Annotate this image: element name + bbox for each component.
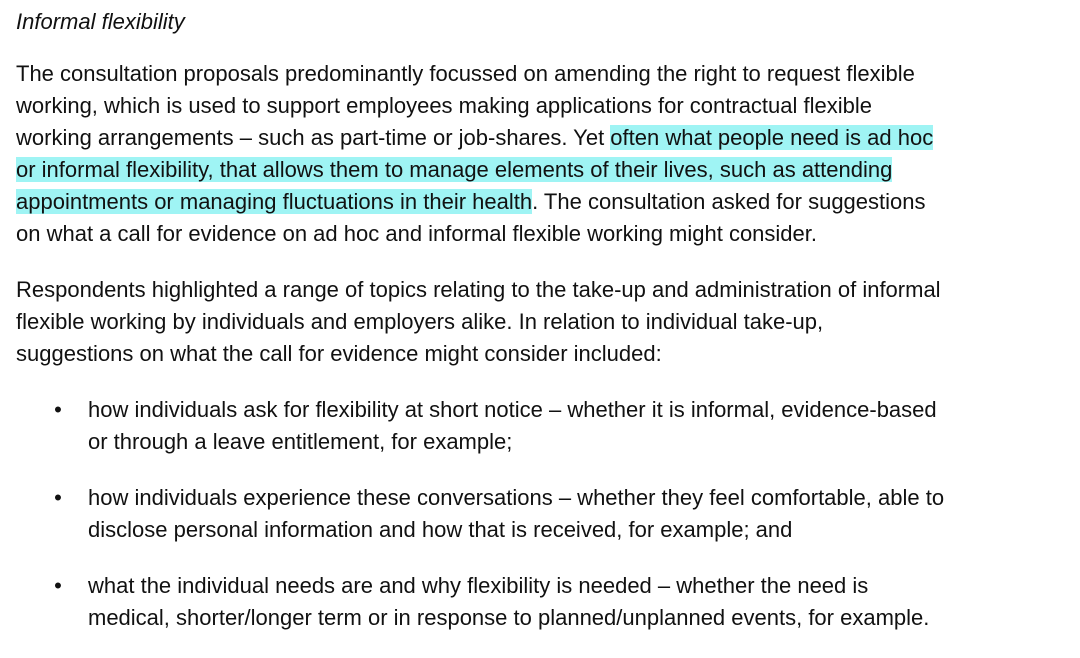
list-item-line: what the individual needs are and why flexibility is needed – whether the need is	[88, 573, 869, 598]
bullet-list	[16, 394, 1066, 634]
paragraph-consultation	[16, 58, 1066, 250]
text-run: . The consultation asked for suggestions	[532, 189, 926, 214]
section-heading: Informal flexibility	[16, 9, 185, 34]
paragraph-line: on what a call for evidence on ad hoc and informal flexible working might consider.	[16, 221, 818, 246]
bullet-dot-icon: •	[54, 573, 62, 598]
paragraph-line: The consultation proposals predominantly focussed on amending the right to request flexible	[16, 61, 915, 86]
paragraph-line: Respondents highlighted a range of topics relating to the take-up and administration of informal	[16, 277, 941, 302]
list-item-line: or through a leave entitlement, for example;	[88, 429, 513, 454]
bullet-dot-icon: •	[54, 485, 62, 510]
text-run: working arrangements – such as part-time or job-shares. Yet	[16, 125, 611, 150]
highlighted-text: appointments or managing fluctuations in their health	[16, 189, 533, 214]
list-item-line: how individuals ask for flexibility at short notice – whether it is informal, evidence-based	[88, 397, 937, 422]
list-item-line: disclose personal information and how that is received, for example; and	[88, 517, 793, 542]
highlighted-text: often what people need is ad hoc	[610, 125, 934, 150]
document-page	[16, 6, 1066, 658]
paragraph-line	[16, 154, 1066, 186]
list-item-line: medical, shorter/longer term or in response to planned/unplanned events, for example.	[88, 605, 930, 630]
list-item-line: how individuals experience these conversations – whether they feel comfortable, able to	[88, 485, 945, 510]
bullet-dot-icon: •	[54, 397, 62, 422]
paragraph-respondents	[16, 274, 1066, 370]
list-item	[16, 482, 1066, 546]
highlighted-text: or informal flexibility, that allows them to manage elements of their lives, such as attending	[16, 157, 893, 182]
paragraph-line: suggestions on what the call for evidence might consider included:	[16, 341, 662, 366]
list-item	[16, 570, 1066, 634]
list-item	[16, 394, 1066, 458]
paragraph-line	[16, 122, 1066, 154]
paragraph-line	[16, 186, 1066, 218]
paragraph-line: working, which is used to support employees making applications for contractual flexible	[16, 93, 872, 118]
paragraph-line: flexible working by individuals and employers alike. In relation to individual take-up,	[16, 309, 824, 334]
